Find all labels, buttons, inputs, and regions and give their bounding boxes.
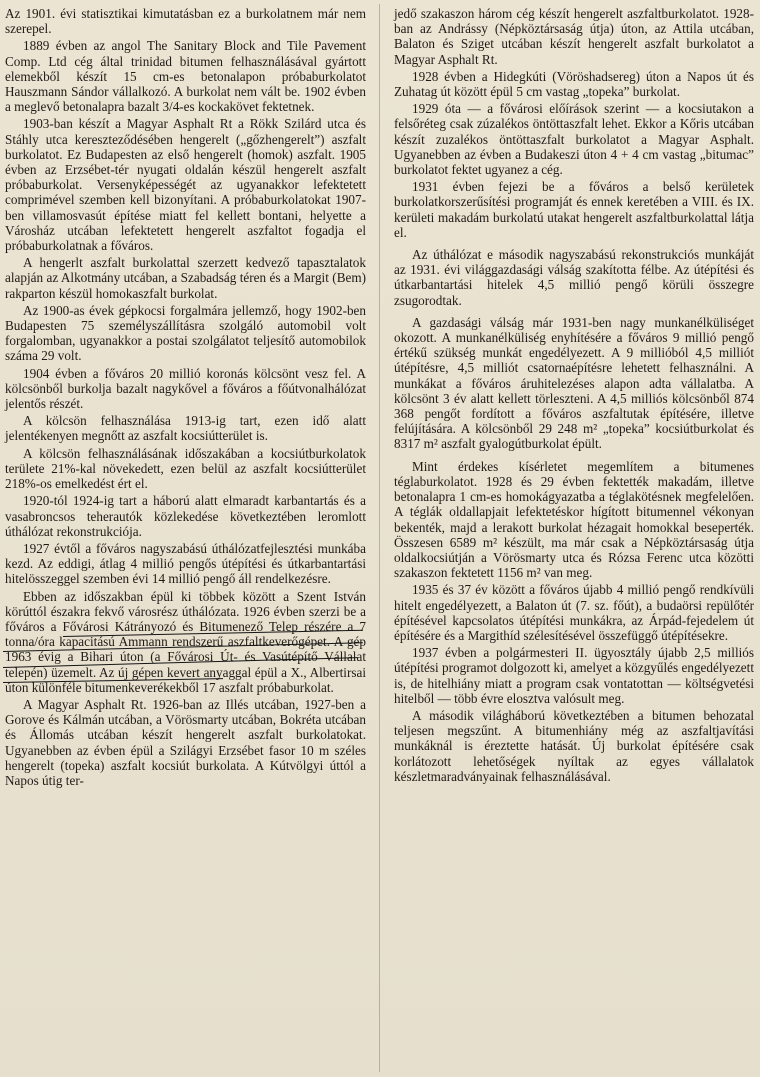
paragraph: 1920-tól 1924-ig tart a háború alatt elmaradt karbantartás és a vasabroncsos teherautók közlekedése következtében leromlott úthálózat rekonstrukciója. [5, 493, 366, 539]
column-divider [379, 4, 380, 1072]
paragraph: Az úthálózat e második nagyszabású rekonstrukciós munkáját az 1931. évi világgazdasági válság szakította félbe. Az útépítési és útkarbantartási hitelek 4,5 millió pengő körüli összegre zsugorodtak. [394, 247, 754, 308]
paragraph: A Magyar Asphalt Rt. 1926-ban az Illés utcában, 1927-ben a Gorove és Kálmán utcában, a Vörösmarty utcában, Bokréta utcában és Állomás utcában készít hengerelt aszfalt burkolatokat. Ugyanebben az évben épül a Szilágyi Erzsébet fasor 10 m széles hengerelt (topeka) aszfalt kocsiút burkolata. A Kútvölgyi úttól a Napos útig ter- [5, 696, 366, 788]
paragraph: 1903-ban készít a Magyar Asphalt Rt a Rökk Szilárd utca és Stáhly utca kereszteződésében hengerelt („gőzhengerelt”) aszfalt burkolatot. Ez Budapesten az első hengerelt (homok) aszfalt. 1905 évben az Erzsébet-tér nyugati oldalán készül hengerelt aszfalt próbaburkolat. Versenyképességét az ugyanakkor lefektetett comprimével szemben kell bizonyítani. A próbaburkolatokat 1907-ben villamosvasút építése miatt fel kellett bontani, helyette a Városház utcában lefektetett hengerelt aszfaltot fogadja el próbaburkolatnak a főváros. [5, 116, 366, 254]
paragraph: A gazdasági válság már 1931-ben nagy munkanélküliséget okozott. A munkanélküliség enyhítésére a főváros 9 millió pengő értékű szükség munkát engedélyezett. A 9 millióból 4,5 milliót útépítésre, 4,5 milliót csatornaépítésre lehetett felhasználni. A munkákat a főváros áruhitelezéses alapon adta vállalatba. A kölcsönt 3 év alatt kellett törleszteni. A 4,5 milliós kölcsönből 874 368 pengőt fordított a főváros aszfaltutak építésére, illetve felújítására. A kölcsönből 29 248 m² „topeka” kocsiútburkolat és 8317 m² aszfalt gyalogútburkolat épült. [394, 314, 754, 452]
paragraph: 1937 évben a polgármesteri II. ügyosztály újabb 2,5 milliós útépítési programot dolgozott ki, amelyet a közgyűlés engedélyezett is, de hitelhiány miatt a program csak vontatottan — költségvetési hitelből — több évre elosztva valósult meg. [394, 645, 754, 706]
paragraph: 1929 óta — a fővárosi előírások szerint — a kocsiutakon a felsőréteg csak zúzalékos öntöttaszfalt lehet. Ekkor a Kőris utcában készít zuzalékos öntöttaszfalt burkolatot a Magyar Asphalt. Ugyanebben az évben a Budakeszi úton 4 + 4 cm vastag „bitumac” burkolatot fektet ugyanez a cég. [394, 101, 754, 178]
paragraph: 1931 évben fejezi be a főváros a belső kerületek burkolatkorszerűsítési programját és ennek keretében a VIII. és IX. kerületi makadám burkolatú utakat hengerelt aszfaltburkolattal látja el. [394, 179, 754, 240]
paragraph: 1927 évtől a főváros nagyszabású úthálózatfejlesztési munkába kezd. Az eddigi, átlag 4 millió pengős útépítési és útkarbantartási hitelösszeggel szemben évi 14 millió pengő áll rendelkezésre. [5, 540, 366, 587]
paragraph: A hengerlt aszfalt burkolattal szerzett kedvező tapasztalatok alapján az Alkotmány utcában, a Szabadság téren és a Margit (Bem) rakparton készül homokaszfalt burkolat. [5, 255, 366, 301]
paragraph: A kölcsön felhasználásának időszakában a kocsiútburkolatok területe 21%-kal növekedett, ezen belül az aszfalt kocsiútterület 218%-os emelkedést ért el. [5, 445, 366, 492]
paragraph: A kölcsön felhasználása 1913-ig tart, ezen idő alatt jelentékenyen megnőtt az aszfalt kocsiútterület is. [5, 413, 366, 444]
paragraph: Az 1900-as évek gépkocsi forgalmára jellemző, hogy 1902-ben Budapesten 75 személyszállításra szolgáló automobil volt forgalomban, ugyanakkor a postai szolgálatot teljesítő automobilok száma 29 volt. [5, 302, 366, 364]
left-text-column [5, 6, 366, 790]
paragraph: Mint érdekes kísérletet megemlítem a bitumenes téglaburkolatot. 1928 és 29 évben fektették makadám, illetve betonalapra 1 cm-es homokágyazatba a téglakötésnek megfelelően. A téglák oldallapjait lefektetéskor hígított bitumennel vékonyan bekenték, majd a lerakott burkolat hézagait homokkal beseperték. Összesen 6589 m² készült, ma már csak a Népköztársaság útja oldalkocsiútján a Vörösmarty utca és Rózsa Ferenc utca közötti szakaszon fektetett 1156 m² van meg. [394, 458, 754, 581]
paragraph: 1889 évben az angol The Sanitary Block and Tile Pavement Comp. Ltd cég által trinidad bitumen felhasználásával gyártott elemekből készít 15 cm-es betonalapon próbaburkolatot Hauszmann Sándor vállalkozó. A burkolat nem vált be. 1902 évben a meglevő betonalapra bazalt 3/4-es kockakövet fektetnek. [5, 38, 366, 115]
paragraph: Ebben az időszakban épül ki többek között a Szent István körúttól északra fekvő városrész úthálózata. 1926 évben szerzi be a főváros a Fővárosi Kátrányozó és Bitumenező Telep részére a 7 tonna/óra kapacitású Ammann rendszerű aszfaltkeverőgépet. A gép 1963 évig a Bihari úton (a Fővárosi Út- és Vasútépítő Vállalat telepén) üzemelt. Az új gépen kevert anyaggal épül a X., Albertirsai úton különféle bitumenkeverékekből 17 aszfalt próbaburkolat. [5, 588, 366, 695]
paragraph: 1935 és 37 év között a főváros újabb 4 millió pengő rendkívüli hitelt engedélyezett, a Balaton út (7. sz. főút), a budaörsi repülőtér építésével kapcsolatos útépítési munkákra, az Árpád-fejedelem út építésére és a Margithíd szélesítésével összefüggő útépítésekre. [394, 582, 754, 643]
right-text-column [394, 6, 754, 786]
paragraph: Az 1901. évi statisztikai kimutatásban ez a burkolatnem már nem szerepel. [5, 6, 366, 37]
paragraph: 1904 évben a főváros 20 millió koronás kölcsönt vesz fel. A kölcsönből burkolja bazalt nagykővel a főváros a főútvonalhálózat jelentős részét. [5, 365, 366, 412]
paragraph: jedő szakaszon három cég készít hengerelt aszfaltburkolatot. 1928-ban az Andrássy (Népköztársaság útja) úton, az Attila utcában, Balaton és Sziget utcában készít hengerelt aszfalt burkolatot a Magyar Asphalt Rt. [394, 6, 754, 67]
paragraph: 1928 évben a Hidegkúti (Vöröshadsereg) úton a Napos út és Zuhatag út között épül 5 cm vastag „topeka” burkolat. [394, 68, 754, 100]
underlined-passage [5, 589, 366, 695]
paragraph: A második világháború következtében a bitumen behozatal teljesen megszűnt. A bitumenhiány még az aszfaltjavítási munkáknál is éreztette hatását. Új burkolat építésére csak korlátozott lehetőségek nyíltak az egyes vállalatok készletmaradványainak felhasználásával. [394, 707, 754, 784]
